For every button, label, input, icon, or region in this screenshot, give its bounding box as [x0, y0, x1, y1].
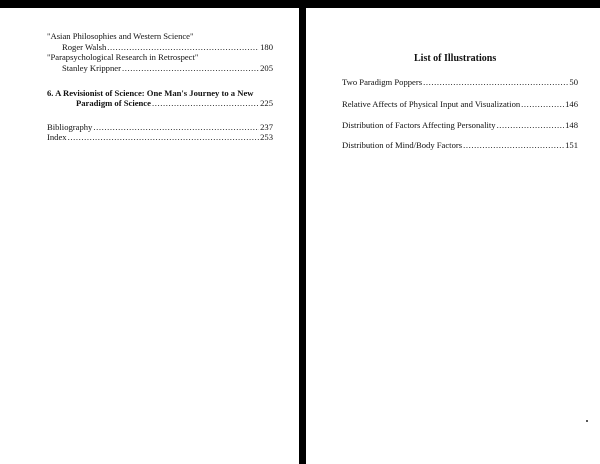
- leader-dots: [68, 132, 260, 142]
- leader-dots: [521, 99, 564, 109]
- bibliography-page-number: 237: [260, 122, 273, 132]
- illustration-item: [342, 120, 578, 130]
- index-row: [47, 132, 273, 142]
- essay1-author-row: [62, 42, 273, 52]
- essay2-author: Stanley Krippner: [62, 63, 121, 73]
- illustration-title: Relative Affects of Physical Input and Visualization: [342, 99, 521, 109]
- illustration-page-number: 146: [565, 99, 578, 109]
- right-page: [306, 8, 600, 464]
- chapter6-title-continued: Paradigm of Science: [76, 98, 151, 108]
- leader-dots: [122, 63, 259, 73]
- essay1-title: "Asian Philosophies and Western Science": [47, 31, 194, 41]
- leader-dots: [497, 120, 565, 130]
- essay1-page-number: 180: [260, 42, 273, 52]
- essay2-author-row: [62, 63, 273, 73]
- illustration-page-number: 50: [569, 77, 578, 87]
- illustration-title: Distribution of Factors Affecting Personality: [342, 120, 496, 130]
- left-page: [0, 8, 299, 464]
- illustration-title: Distribution of Mind/Body Factors: [342, 140, 463, 150]
- bibliography-row: [47, 122, 273, 132]
- leader-dots: [463, 140, 564, 150]
- essay1-author: Roger Walsh: [62, 42, 107, 52]
- leader-dots: [423, 77, 568, 87]
- illustrations-heading: List of Illustrations: [414, 53, 497, 64]
- illustration-item: [342, 140, 578, 150]
- chapter6-page-number: 225: [260, 98, 273, 108]
- chapter6-title-row: [76, 98, 273, 108]
- index-page-number: 253: [260, 132, 273, 142]
- leader-dots: [93, 122, 259, 132]
- illustration-page-number: 151: [565, 140, 578, 150]
- chapter6-title: 6. A Revisionist of Science: One Man's Journey to a New: [47, 88, 254, 98]
- index-label: Index: [47, 132, 67, 142]
- essay2-page-number: 205: [260, 63, 273, 73]
- illustration-page-number: 148: [565, 120, 578, 130]
- leader-dots: [107, 42, 259, 52]
- leader-dots: [152, 98, 259, 108]
- essay2-title: "Parapsychological Research in Retrospect": [47, 52, 199, 62]
- bibliography-label: Bibliography: [47, 122, 93, 132]
- illustration-title: Two Paradigm Poppers: [342, 77, 423, 87]
- book-gutter: [299, 0, 306, 464]
- illustration-item: [342, 77, 578, 87]
- illustration-item: [342, 99, 578, 109]
- scan-speck: [586, 420, 588, 422]
